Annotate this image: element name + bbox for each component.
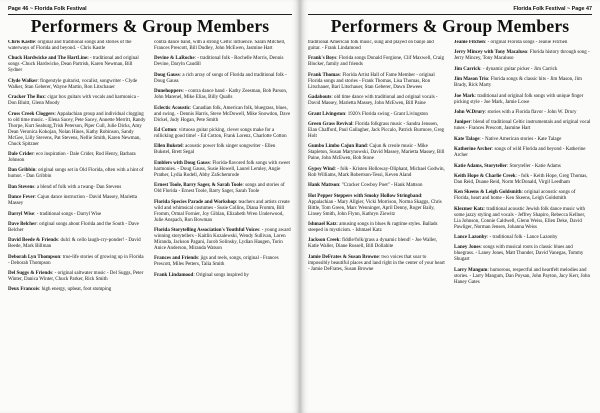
performer-name: Chuck Hardwicke and The HartLine: xyxy=(8,56,89,62)
performer-name: Jackson Creek xyxy=(308,238,340,244)
performer-entry xyxy=(308,40,446,52)
performer-entry xyxy=(308,167,446,179)
performer-description: : Florida folkgrass music - Sandra Jenssen, Elan Chafford, Paul Gallagher, Jack Piccalo, Patrick Burmore, Greg Holt xyxy=(308,121,445,139)
performer-entry xyxy=(308,144,446,162)
performer-description: : - folk - Kristen Holloway-Oliphant, Michael Godwin, Rob Williams, Mark Robertson-Tessi, Keven Aland xyxy=(308,166,445,178)
performer-entry xyxy=(8,56,146,74)
performer-description: : 1920's Florida swing - Grant Livingston xyxy=(345,111,428,117)
performer-entry xyxy=(154,106,292,124)
performer-entry xyxy=(8,287,146,293)
performer-description: : a blend of folk with a twang- Dan Stevens xyxy=(34,184,122,190)
performer-description: : humorous, respectful and heartfelt melodies and stories. - Larry Mangum, Dan Poysan, John Payton, Jacy Kerr, John Haney Gates xyxy=(454,267,591,285)
performer-description: : eco inspiration - Dale Crider, Rod Henry, Barbara Johnson xyxy=(8,151,136,163)
performer-name: Ishmael Katz xyxy=(308,221,337,227)
performer-entry xyxy=(8,255,146,267)
performer-description: : fingerstyle guitarist, vocalist, songwriter - Clyde Walker, Stan Geberer, Wayne Martin, Ron Litschauer xyxy=(8,78,138,90)
performer-entry xyxy=(308,73,446,91)
performer-description: traditional American folk music, sung and played on banjo and guitar. - Frank Lindamood xyxy=(308,40,434,51)
performer-entry xyxy=(154,73,292,85)
performer-name: Dunehoppers xyxy=(154,89,183,95)
performer-description: : Cajun & creole music - Mike Stapleton, Susan Marynowski, David Massey, Marietta Massey, Bill Paine, John McEwen, Bob Stone xyxy=(308,144,445,162)
performer-name: Jeanie Fitchen xyxy=(454,40,485,45)
performer-description: contra dance band, with a strong Celtic influence. Sarah Mitchell, Frances Prescott, Bill Dudley, John McEwen, Jasmine Hart xyxy=(154,40,286,51)
performer-description: : virtuoso guitar picking, clever songs make for a rollicking good time! - Ed Cotton, Frank Lorenz, Charlotte Cotton xyxy=(154,127,287,139)
performer-entry xyxy=(8,79,146,91)
performer-name: Deux Francois xyxy=(8,287,39,293)
performer-entry xyxy=(154,128,292,140)
performer-entry xyxy=(308,122,446,140)
performer-description: : high energy, upbeat, foot stomping xyxy=(38,287,112,293)
performer-description: : - young award winning storytellers - Kaitlin Kozalewski, Wendy Sullivan, Loren Miranda, Jackson Pagani, Jacob Solinsky, Lydian Haugen, Torin Anice Anderson, Miranda Watson xyxy=(154,227,291,251)
performer-entry xyxy=(154,40,292,52)
performer-entry xyxy=(308,95,446,107)
performer-description: : stories with a Florida flavor - John W. Drury xyxy=(484,109,577,115)
performer-description: : - original Florida songs - Jeanie Fitchen xyxy=(484,40,568,45)
performer-entry xyxy=(154,89,292,101)
performer-description: : - dynamic guitar picker - Jim Carrick xyxy=(480,66,558,72)
performer-description: : cigar box guitars with vocals and harmonica - Don Bluitt, Glenn Moody xyxy=(8,95,139,107)
performer-description: : traditional and original folk songs with unique finger picking style - Joe Mark, Jamie Lowe xyxy=(454,93,584,105)
performer-description: : songs and stories of Old Florida - Ernest Toole, Barry Sager, Sarah Toole xyxy=(154,183,285,195)
performer-description: : fiddle/folk/grass a dynamic blend! - Joe Waller, Katie Waller, Diane Russell, Bill Dollahite xyxy=(308,238,438,250)
performer-name: David Beede & Friends xyxy=(8,238,58,244)
performer-name: Darryl Wise xyxy=(8,211,35,217)
performer-entry xyxy=(8,95,146,107)
performer-entry xyxy=(454,164,592,170)
performer-name: Frank's Boys xyxy=(308,56,337,62)
performer-name: Jim Mason Trio xyxy=(454,77,488,83)
performer-entry xyxy=(454,137,592,143)
performer-name: Laney Jones xyxy=(454,245,481,251)
performer-name: Florida Storytelling Association's Youthful Voices xyxy=(154,227,260,233)
performer-entry xyxy=(454,50,592,62)
performer-name: Clyde Walker xyxy=(8,78,38,84)
performer-entry xyxy=(8,40,146,52)
performer-name: Frank Thomas xyxy=(308,72,340,78)
performer-name: Deborah Lyn Thompson xyxy=(8,254,61,260)
performer-description: : Florida-flavored folk songs with sweet harmonies. - Doug Gauss, Susie Howell, Laurel Lemley, Angie Prather, Lydia Rodell, Abby ZaSchemrode xyxy=(154,160,290,178)
performer-description: : true-life stories of growing up in Florida - Deborah Thompson xyxy=(8,254,144,266)
performer-entry xyxy=(308,183,446,189)
performer-description: : Appalachian - Mary Allgier, Vicki Morrison, Norma Skaggs, Chris Bittle, Tom Green, Marc Wenninger, April Denny, Roger Baily, Linsey Smith, John Flynn, Kathryn Ziewitz xyxy=(308,193,442,217)
performer-name: Eclectic Acoustic xyxy=(154,105,190,111)
performer-entry xyxy=(454,268,592,286)
performer-description: - traditional and original songs -Chuck Hardwicke, Dean Partrish, Karen Newman, Bill Sydner xyxy=(8,56,139,74)
performer-description: : Original songs inspired by xyxy=(193,272,249,278)
performer-name: John W.Drury xyxy=(454,109,485,115)
performer-description: : traditional acoustic Jewish folk dance music with some jazzy styling and vocals - Jeffrey Shapiro, Rebecca Kellner, Lia Johnson, Connie Caldwell, Glenn Weiss, Ellen Deke, David Pawliger, Norman Jensen, Johanna Weiss xyxy=(454,206,586,230)
performer-description: : jigs and reels, songs, original - Frances Prescott, Miles Petters, Talia Smith xyxy=(154,256,279,268)
right-page-column-2 xyxy=(454,40,592,410)
performer-name: Del Suggs & Friends xyxy=(8,271,53,277)
performer-name: Juniper xyxy=(454,120,471,126)
performer-name: Frances and Friends xyxy=(154,256,198,262)
performer-description: : songs with musical roots in classic blues and bluegrass. - Laney Jones, Matt Thunder, David Vanegas, Tommy Shugart xyxy=(454,245,584,263)
performer-name: Kate Talage xyxy=(454,136,480,142)
performer-entry xyxy=(454,120,592,132)
page-header: Page 46 ~ Florida Folk Festival xyxy=(8,6,292,15)
performer-entry xyxy=(8,112,146,148)
performer-name: Green Grass Revival xyxy=(308,121,353,127)
page-header: Florida Folk Festival ~ Page 47 xyxy=(308,6,592,15)
performer-description: : "Cracker Cowboy Poet" - Hank Mattson xyxy=(338,183,423,189)
right-page xyxy=(300,0,600,413)
right-page-column-1 xyxy=(308,40,446,410)
performer-name: Dale Crider xyxy=(8,151,34,157)
performer-description: : dulci & cello laugh-cry-ponder! - David Beede, Mark Billman xyxy=(8,238,141,250)
performer-name: Gypsy Wind xyxy=(308,166,335,172)
performer-entry xyxy=(154,161,292,179)
performer-name: Dave Belcher xyxy=(8,221,37,227)
performer-description: : Cajun dance instruction - David Massey, Marietta Massey xyxy=(8,195,137,207)
performer-entry xyxy=(308,56,446,68)
performer-name: Florida Species Parade and Workshop xyxy=(154,199,236,205)
performer-name: Cross Creek Cloggers xyxy=(8,111,55,117)
performer-description: : amusing songs in blues & ragtime styles. Ballads steeped in mysticism. - Ishmael Katz xyxy=(308,221,438,233)
performer-entry xyxy=(8,152,146,164)
performer-description: : - original saltwater music - Del Suggs, Peter Winter, Danica Winter, Chuck Parker, Rick Smith xyxy=(8,271,144,283)
performer-entry xyxy=(454,147,592,159)
performer-description: : - traditional folk - Lance Lazonby xyxy=(486,235,558,241)
performer-entry xyxy=(8,212,146,218)
performer-description: : a rich array of songs of Florida and traditional folk - Doug Gauss xyxy=(154,72,287,84)
performer-name: Jamie DeFrates & Susan Browne xyxy=(308,254,379,260)
performer-description: : songs of wild Florida and beyond - Katherine Archer xyxy=(454,147,586,159)
performer-name: Ken Skeens & Leigh Goldsmith xyxy=(454,190,522,196)
performer-name: Jim Carrick xyxy=(454,66,481,72)
performer-name: Klezmer Katz xyxy=(454,206,484,212)
performer-name: Doug Gauss xyxy=(154,72,180,78)
page-title: Performers & Group Members xyxy=(330,16,570,36)
performer-description: : Appalachian group and individual clogging to old time music. - Elena Sacey, Pete Sacey, Annette Merritt, Randy Thorpe, Kurt Seaburg,Trish Peterson, Piper Cull, Julie Dicks, Amy Dean Veronica Kokojan, Nolan Hines, Kathy Robinson, Sandy McGee, Lilly Stevens, Pat Stevens, Nellie Smith, Karen Newman, Chuck Spitzner xyxy=(8,111,146,147)
performer-name: Frank Lindamood xyxy=(154,272,194,278)
performer-name: Emblers with Doug Gauss xyxy=(154,160,210,166)
performer-name: Lance Lazonby xyxy=(454,235,487,241)
performer-name: Katherine Archer xyxy=(454,147,492,153)
performer-entry xyxy=(454,110,592,116)
performer-entry xyxy=(454,77,592,89)
performer-description: : Florida songs Donald Forgione, Clif Maxwell, Craig Blocker, family and friends xyxy=(308,56,445,68)
performer-description: : Canadian folk, American folk, bluegrass, blues, and swing. - Dennis Harris, Steve McDowell, Mike Snowdon, Dave Dickel, Judy Hogan, Pete Smith xyxy=(154,105,291,123)
performer-name: Grant Livingston xyxy=(308,111,346,117)
performer-entry xyxy=(454,67,592,73)
performer-description: : - Native American stories - Kate Talage xyxy=(479,136,562,142)
left-page-column-2 xyxy=(154,40,292,410)
performer-description: : Storyteller - Katie Adams xyxy=(506,163,561,169)
performer-entry xyxy=(308,112,446,118)
performer-description: : - contra dance band - Kathy Zeesman, Bob Parson, John Marenel, Mike Elias, Billy Qualls xyxy=(154,89,288,101)
performer-entry xyxy=(8,238,146,250)
performer-name: Keith Hope & Charlie Creek xyxy=(454,173,516,179)
performer-name: Ellen Bukstel xyxy=(154,144,183,150)
performer-description: : - folk - Keith Hope, Greg Thomas, Dan Reid, Duane Reid, Norm McDonald, Virgil Leedham xyxy=(454,173,588,185)
performer-description: : original acoustic songs of Florida, heart and home - Ken Skeens, Leigh Goldsmith xyxy=(454,190,576,202)
performer-name: Gadabouts xyxy=(308,95,332,101)
performer-entry xyxy=(154,183,292,195)
performer-description: : Florida history through song - Jerry Mincey, Tony Macaluso xyxy=(454,50,590,62)
performer-entry xyxy=(154,144,292,156)
performer-description: : teachers and artists create wild and whimsical costumes - Susie Collins, Diana Fromm, Bill Fromm, Ormal Fornier, Joy Giblan, Elizabeth Wren Underwood, Julie Anspach, Ron Bowman xyxy=(154,199,290,223)
performer-description: : original songs set in Old Florida, often with a hint of humor. - Dan Gribbin xyxy=(8,168,144,180)
performer-entry xyxy=(8,168,146,180)
performer-name: Cracker The Box xyxy=(8,95,45,101)
performer-description: : original songs about Florida and the South - Dave Belcher xyxy=(8,221,139,233)
performer-name: Joe Mark xyxy=(454,93,475,99)
performer-name: Dan Gribbin xyxy=(8,168,36,174)
performer-name: Devine & LaRoche xyxy=(154,56,195,62)
performer-description: : two voices that soar to impossibly beautiful places and land right in the center of your heart - Jamie DeFrates, Susan Browne xyxy=(308,254,445,272)
performer-entry xyxy=(454,235,592,241)
performer-entry xyxy=(154,273,292,279)
performer-description: : original and traditional songs and stories of the waterways of Florida and beyond. - Chris Kastle xyxy=(8,40,132,51)
performer-entry xyxy=(8,222,146,234)
performer-description: : blend of traditional Celtic instrumentals and original vocal tunes - Frances Prescott, Jasmine Hart xyxy=(454,120,591,132)
performer-name: Hank Mattson xyxy=(308,183,339,189)
performer-entry xyxy=(308,222,446,234)
performer-name: Larry Mangum xyxy=(454,267,488,273)
performer-name: Jerry Mincey with Tony Macaluso xyxy=(454,50,528,56)
performer-entry xyxy=(308,255,446,273)
performer-entry xyxy=(308,238,446,250)
performer-entry xyxy=(454,174,592,186)
performer-entry xyxy=(154,228,292,252)
performer-entry xyxy=(8,271,146,283)
performer-description: : acoustic power folk singer songwriter - Ellen Bukstel, Brett Segal xyxy=(154,144,276,156)
performer-name: Katie Adams, Storyteller xyxy=(454,163,507,169)
performer-entry xyxy=(454,40,592,46)
performer-name: Dance Fever xyxy=(8,195,35,201)
left-page-column-1 xyxy=(8,40,146,410)
performer-description: : Florida songs & classic hits - Jim Mason, Jim Brady, Rick Marty xyxy=(454,77,582,89)
performer-entry xyxy=(8,185,146,191)
performer-entry xyxy=(454,190,592,202)
performer-name: Hot Pepper Steppers with Smoky Hollow Stringband xyxy=(308,193,421,199)
performer-name: Chris Kastle xyxy=(8,40,35,45)
performer-description: : Florida Artist Hall of Fame Member - original Florida songs and stories - Frank Thomas, Lisa Thomas, Ron Litschauer, Bari Litschauer, Stan Geberer, Dawn Dewees xyxy=(308,72,435,90)
performer-name: Ernest Toole, Barry Sager, & Sarah Toole xyxy=(154,183,243,189)
performer-name: Gumbo Limbo Cajun Band xyxy=(308,144,367,150)
performer-entry xyxy=(454,94,592,106)
page-title: Performers & Group Members xyxy=(30,16,270,36)
performer-description: : - traditional songs - Darryl Wise xyxy=(34,211,102,217)
performer-entry xyxy=(8,195,146,207)
performer-entry xyxy=(454,245,592,263)
performer-entry xyxy=(308,194,446,218)
performer-entry xyxy=(154,56,292,68)
performer-description: : old time dance with traditional and original vocals - David Massey, Marietta Massey, John McEwen, Bill Paine xyxy=(308,95,438,107)
performer-entry xyxy=(154,200,292,224)
performer-name: Ed Cotton xyxy=(154,127,177,133)
performer-entry xyxy=(154,256,292,268)
performer-name: Dan Stevens xyxy=(8,184,35,190)
performer-description: : - traditional folk - Rochelle Morris, Dennis Devine, Daryln Caudill xyxy=(154,56,284,68)
performer-entry xyxy=(454,207,592,231)
